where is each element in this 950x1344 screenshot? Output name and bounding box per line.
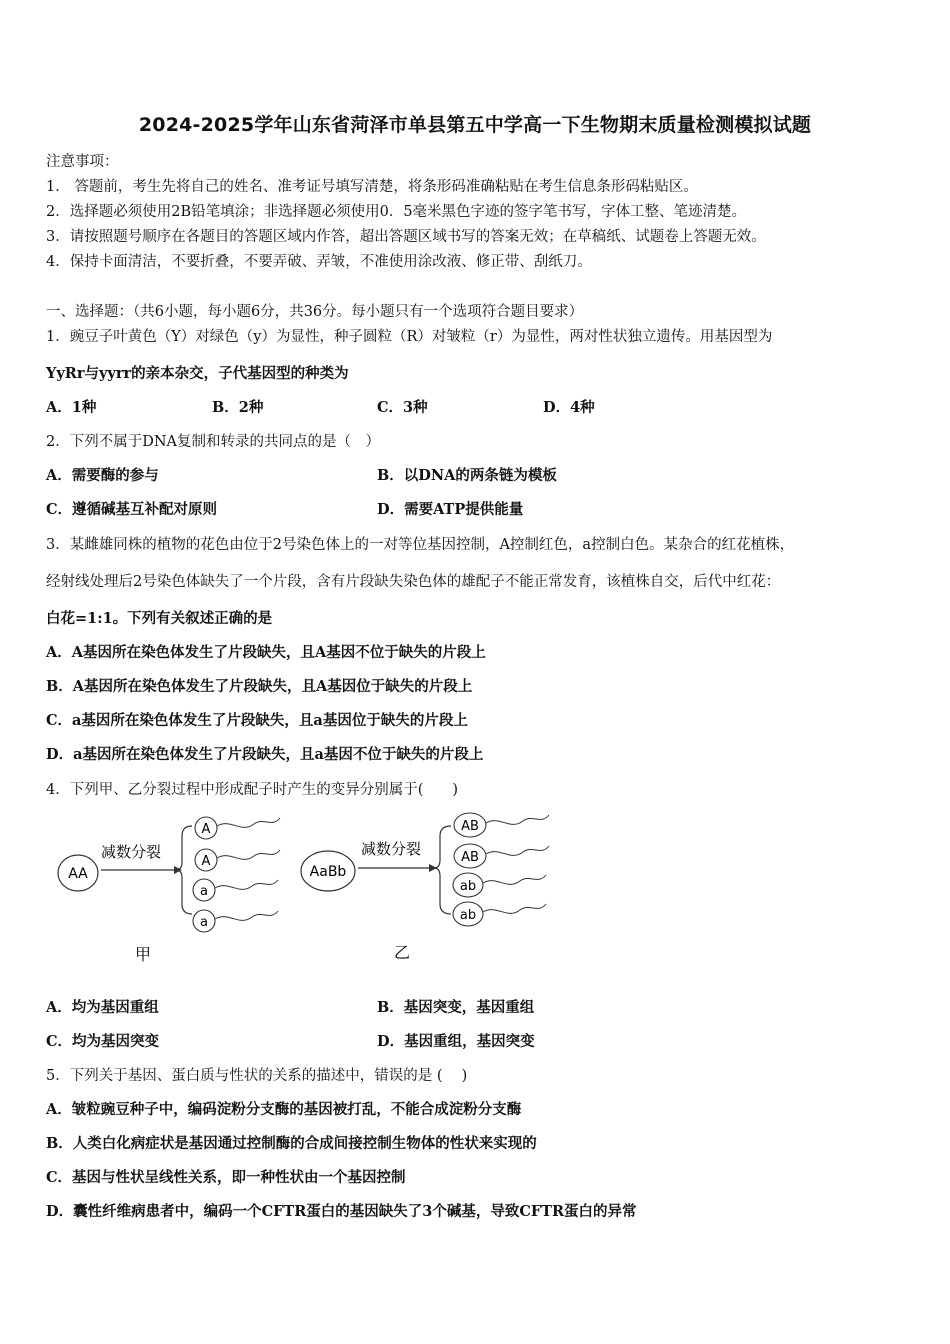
q1-stem-line1: 1．豌豆子叶黄色（Y）对绿色（y）为显性，种子圆粒（R）对皱粒（r）为显性，两对性状独立遗传。用基因型为 xyxy=(46,329,773,345)
q1-option-c: C．3种 xyxy=(377,399,428,416)
q4-option-a: A．均为基因重组 xyxy=(46,999,159,1016)
gamete-yi-2 xyxy=(454,844,549,868)
q5-stem: 5．下列关于基因、蛋白质与性状的关系的描述中，错误的是 ( ) xyxy=(46,1068,468,1084)
figure-yi xyxy=(301,813,549,962)
q2-stem: 2．下列不属于DNA复制和转录的共同点的是（ ） xyxy=(46,434,381,450)
q3-stem-line3: 白花=1:1。下列有关叙述正确的是 xyxy=(46,610,273,627)
gamete-jia-3 xyxy=(193,879,278,901)
gamete-yi-1-label: AB xyxy=(461,819,479,834)
q4-option-c: C．均为基因突变 xyxy=(46,1033,160,1050)
q3-stem-line2: 经射线处理后2号染色体缺失了一个片段，含有片段缺失染色体的雄配子不能正常发育，该植株自交，后代中红花： xyxy=(46,574,781,590)
q5-option-a: A．皱粒豌豆种子中，编码淀粉分支酶的基因被打乱，不能合成淀粉分支酶 xyxy=(46,1101,522,1118)
q2-option-b: B．以DNA的两条链为模板 xyxy=(377,467,557,484)
page-title: 2024-2025学年山东省菏泽市单县第五中学高一下生物期末质量检测模拟试题 xyxy=(138,114,812,136)
q1-option-a: A．1种 xyxy=(46,399,97,416)
gamete-yi-1 xyxy=(454,813,549,837)
parent-label-yi: AaBb xyxy=(309,864,347,880)
meiosis-figure xyxy=(46,808,566,968)
q5-option-b: B．人类白化病症状是基因通过控制酶的合成间接控制生物体的性状来实现的 xyxy=(46,1135,537,1152)
q4-stem: 4．下列甲、乙分裂过程中形成配子时产生的变异分别属于( ) xyxy=(46,782,459,798)
gamete-jia-2-label: A xyxy=(201,854,211,869)
gamete-yi-2-label: AB xyxy=(461,850,479,865)
q4-option-d: D．基因重组，基因突变 xyxy=(377,1033,535,1050)
brace-yi xyxy=(434,826,451,914)
q1-option-b: B．2种 xyxy=(212,399,264,416)
q5-option-c: C．基因与性状呈线性关系，即一种性状由一个基因控制 xyxy=(46,1169,406,1186)
arrow-label-jia: 减数分裂 xyxy=(100,843,162,861)
gamete-jia-4 xyxy=(193,910,278,932)
q3-option-c: C．a基因所在染色体发生了片段缺失，且a基因位于缺失的片段上 xyxy=(46,712,468,729)
q2-option-c: C．遵循碱基互补配对原则 xyxy=(46,501,218,518)
section-heading: 一、选择题：（共6小题，每小题6分，共36分。每小题只有一个选项符合题目要求） xyxy=(46,304,584,320)
q3-option-b: B．A基因所在染色体发生了片段缺失，且A基因位于缺失的片段上 xyxy=(46,678,473,695)
caption-yi: 乙 xyxy=(393,943,411,962)
q1-stem-line2: YyRr与yyrr的亲本杂交，子代基因型的种类为 xyxy=(46,365,349,382)
notice-heading: 注意事项： xyxy=(46,154,119,170)
q5-option-d: D．囊性纤维病患者中，编码一个CFTR蛋白的基因缺失了3个碱基，导致CFTR蛋白的异常 xyxy=(46,1203,637,1220)
q3-option-a: A．A基因所在染色体发生了片段缺失，且A基因不位于缺失的片段上 xyxy=(46,644,486,661)
figure-jia xyxy=(58,817,280,964)
notice-item-2: 2．选择题必须使用2B铅笔填涂；非选择题必须使用0．5毫米黑色字迹的签字笔书写，字体工整、笔迹清楚。 xyxy=(46,204,747,220)
gamete-jia-1-label: A xyxy=(201,822,211,837)
q2-option-a: A．需要酶的参与 xyxy=(46,467,159,484)
brace-jia xyxy=(176,826,192,914)
gamete-jia-3-label: a xyxy=(200,884,208,899)
notice-item-1: 1． 答题前，考生先将自己的姓名、准考证号填写清楚，将条形码准确粘贴在考生信息条形码粘贴区。 xyxy=(46,179,698,195)
q3-stem-line1: 3．某雌雄同株的植物的花色由位于2号染色体上的一对等位基因控制，A控制红色，a控制白色。某杂合的红花植株， xyxy=(46,537,795,553)
q1-option-d: D．4种 xyxy=(543,399,595,416)
q4-option-b: B．基因突变，基因重组 xyxy=(377,999,535,1016)
gamete-jia-1 xyxy=(195,817,280,839)
parent-label-jia: AA xyxy=(68,866,88,882)
gamete-yi-3-label: ab xyxy=(459,879,477,894)
gamete-yi-4 xyxy=(453,902,546,926)
arrow-label-yi: 减数分裂 xyxy=(360,840,422,858)
gamete-yi-3 xyxy=(453,873,546,897)
gamete-jia-4-label: a xyxy=(200,915,208,930)
gamete-jia-2 xyxy=(195,849,280,871)
q3-option-d: D．a基因所在染色体发生了片段缺失，且a基因不位于缺失的片段上 xyxy=(46,746,484,763)
notice-item-3: 3．请按照题号顺序在各题目的答题区域内作答，超出答题区域书写的答案无效；在草稿纸、试题卷上答题无效。 xyxy=(46,229,766,245)
gamete-yi-4-label: ab xyxy=(459,908,477,923)
caption-jia: 甲 xyxy=(134,945,152,964)
q2-option-d: D．需要ATP提供能量 xyxy=(377,501,524,518)
notice-item-4: 4．保持卡面清洁，不要折叠，不要弄破、弄皱，不准使用涂改液、修正带、刮纸刀。 xyxy=(46,254,592,270)
